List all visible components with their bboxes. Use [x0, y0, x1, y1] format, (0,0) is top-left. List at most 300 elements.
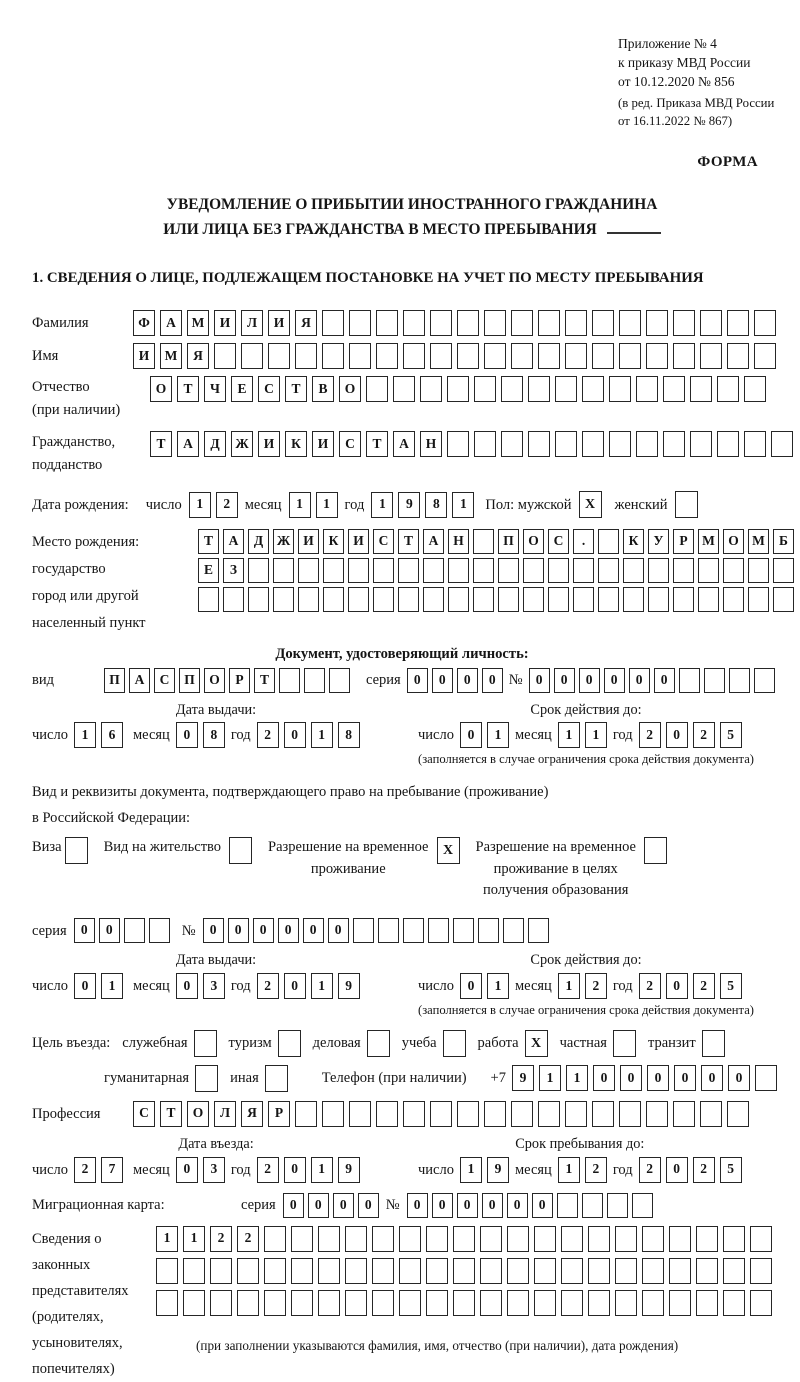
char-cell[interactable]: Ф: [133, 310, 155, 336]
res-number-cells[interactable]: [203, 918, 549, 943]
char-cell[interactable]: 2: [639, 973, 661, 999]
char-cell[interactable]: 0: [284, 1157, 306, 1183]
char-cell[interactable]: 0: [666, 722, 688, 748]
char-cell[interactable]: [534, 1290, 556, 1316]
char-cell[interactable]: [619, 310, 641, 336]
res-series-cells[interactable]: [74, 918, 170, 943]
char-cell[interactable]: [663, 376, 685, 402]
char-cell[interactable]: А: [129, 668, 150, 693]
char-cell[interactable]: [573, 587, 594, 612]
stay-month-cells[interactable]: [558, 1157, 607, 1183]
issue-day-cells[interactable]: [74, 722, 123, 748]
char-cell[interactable]: Л: [214, 1101, 236, 1127]
char-cell[interactable]: [690, 431, 712, 457]
entry-day-cells[interactable]: [74, 1157, 123, 1183]
char-cell[interactable]: И: [348, 529, 369, 554]
birthplace-cells-row3[interactable]: [198, 587, 794, 612]
char-cell[interactable]: [478, 918, 499, 943]
char-cell[interactable]: [538, 1101, 560, 1127]
char-cell[interactable]: [473, 587, 494, 612]
char-cell[interactable]: 0: [203, 918, 224, 943]
char-cell[interactable]: [398, 587, 419, 612]
char-cell[interactable]: 2: [585, 1157, 607, 1183]
char-cell[interactable]: 0: [507, 1193, 528, 1218]
char-cell[interactable]: [329, 668, 350, 693]
char-cell[interactable]: [264, 1226, 286, 1252]
char-cell[interactable]: [555, 376, 577, 402]
char-cell[interactable]: [376, 343, 398, 369]
purpose-tourism-checkbox[interactable]: [278, 1030, 301, 1057]
char-cell[interactable]: А: [393, 431, 415, 457]
char-cell[interactable]: К: [285, 431, 307, 457]
char-cell[interactable]: 5: [720, 973, 742, 999]
char-cell[interactable]: [555, 431, 577, 457]
char-cell[interactable]: [183, 1258, 205, 1284]
char-cell[interactable]: [750, 1290, 772, 1316]
char-cell[interactable]: [426, 1226, 448, 1252]
char-cell[interactable]: 0: [432, 1193, 453, 1218]
char-cell[interactable]: [646, 343, 668, 369]
char-cell[interactable]: [623, 587, 644, 612]
char-cell[interactable]: 0: [99, 918, 120, 943]
char-cell[interactable]: [348, 558, 369, 583]
entry-year-cells[interactable]: [257, 1157, 360, 1183]
char-cell[interactable]: [698, 558, 719, 583]
char-cell[interactable]: Я: [187, 343, 209, 369]
char-cell[interactable]: [349, 1101, 371, 1127]
temp-residence-checkbox[interactable]: X: [437, 837, 460, 864]
char-cell[interactable]: [750, 1258, 772, 1284]
char-cell[interactable]: [619, 1101, 641, 1127]
char-cell[interactable]: 0: [620, 1065, 642, 1091]
char-cell[interactable]: [511, 343, 533, 369]
char-cell[interactable]: [428, 918, 449, 943]
char-cell[interactable]: [673, 310, 695, 336]
char-cell[interactable]: [748, 558, 769, 583]
char-cell[interactable]: [573, 558, 594, 583]
char-cell[interactable]: [198, 587, 219, 612]
char-cell[interactable]: [727, 310, 749, 336]
stay-day-cells[interactable]: [460, 1157, 509, 1183]
char-cell[interactable]: 0: [460, 722, 482, 748]
representatives-cells-row2[interactable]: [156, 1258, 772, 1284]
char-cell[interactable]: 0: [629, 668, 650, 693]
char-cell[interactable]: [403, 310, 425, 336]
char-cell[interactable]: И: [268, 310, 290, 336]
char-cell[interactable]: [473, 529, 494, 554]
char-cell[interactable]: А: [223, 529, 244, 554]
char-cell[interactable]: 2: [257, 1157, 279, 1183]
char-cell[interactable]: [565, 310, 587, 336]
char-cell[interactable]: Т: [198, 529, 219, 554]
char-cell[interactable]: 0: [284, 722, 306, 748]
char-cell[interactable]: [156, 1258, 178, 1284]
char-cell[interactable]: А: [160, 310, 182, 336]
char-cell[interactable]: [561, 1226, 583, 1252]
char-cell[interactable]: [673, 587, 694, 612]
char-cell[interactable]: [744, 431, 766, 457]
char-cell[interactable]: [318, 1226, 340, 1252]
purpose-study-checkbox[interactable]: [443, 1030, 466, 1057]
char-cell[interactable]: [507, 1226, 529, 1252]
char-cell[interactable]: [501, 376, 523, 402]
char-cell[interactable]: Т: [254, 668, 275, 693]
char-cell[interactable]: 0: [728, 1065, 750, 1091]
char-cell[interactable]: [348, 587, 369, 612]
char-cell[interactable]: [237, 1258, 259, 1284]
char-cell[interactable]: Т: [160, 1101, 182, 1127]
char-cell[interactable]: Е: [198, 558, 219, 583]
char-cell[interactable]: 1: [101, 973, 123, 999]
char-cell[interactable]: 0: [579, 668, 600, 693]
purpose-business-checkbox[interactable]: [367, 1030, 390, 1057]
char-cell[interactable]: 0: [253, 918, 274, 943]
char-cell[interactable]: 8: [425, 492, 447, 518]
char-cell[interactable]: [750, 1226, 772, 1252]
char-cell[interactable]: 2: [237, 1226, 259, 1252]
visa-checkbox[interactable]: [65, 837, 88, 864]
char-cell[interactable]: [729, 668, 750, 693]
char-cell[interactable]: 0: [482, 1193, 503, 1218]
char-cell[interactable]: И: [312, 431, 334, 457]
char-cell[interactable]: [264, 1290, 286, 1316]
char-cell[interactable]: М: [187, 310, 209, 336]
char-cell[interactable]: [619, 343, 641, 369]
char-cell[interactable]: [523, 558, 544, 583]
char-cell[interactable]: [548, 558, 569, 583]
char-cell[interactable]: [399, 1226, 421, 1252]
char-cell[interactable]: [534, 1258, 556, 1284]
char-cell[interactable]: [727, 1101, 749, 1127]
char-cell[interactable]: 0: [308, 1193, 329, 1218]
char-cell[interactable]: [453, 918, 474, 943]
char-cell[interactable]: [771, 431, 793, 457]
char-cell[interactable]: [291, 1290, 313, 1316]
char-cell[interactable]: [376, 310, 398, 336]
char-cell[interactable]: О: [150, 376, 172, 402]
char-cell[interactable]: У: [648, 529, 669, 554]
char-cell[interactable]: [538, 310, 560, 336]
male-checkbox[interactable]: X: [579, 491, 602, 518]
char-cell[interactable]: .: [573, 529, 594, 554]
representatives-cells-row1[interactable]: [156, 1226, 772, 1252]
char-cell[interactable]: [663, 431, 685, 457]
char-cell[interactable]: [453, 1226, 475, 1252]
char-cell[interactable]: [393, 376, 415, 402]
char-cell[interactable]: [373, 587, 394, 612]
givenname-cells[interactable]: [133, 343, 776, 369]
char-cell[interactable]: 2: [210, 1226, 232, 1252]
char-cell[interactable]: 0: [654, 668, 675, 693]
char-cell[interactable]: 1: [487, 973, 509, 999]
char-cell[interactable]: [548, 587, 569, 612]
birthplace-cells-row1[interactable]: [198, 529, 794, 554]
char-cell[interactable]: [453, 1290, 475, 1316]
expiry-month-cells[interactable]: [558, 722, 607, 748]
char-cell[interactable]: [124, 918, 145, 943]
char-cell[interactable]: С: [339, 431, 361, 457]
char-cell[interactable]: [484, 1101, 506, 1127]
char-cell[interactable]: [372, 1290, 394, 1316]
char-cell[interactable]: [366, 376, 388, 402]
char-cell[interactable]: [561, 1290, 583, 1316]
char-cell[interactable]: 2: [257, 722, 279, 748]
char-cell[interactable]: [700, 310, 722, 336]
char-cell[interactable]: 0: [666, 973, 688, 999]
char-cell[interactable]: 0: [482, 668, 503, 693]
phone-cells[interactable]: [512, 1065, 777, 1091]
char-cell[interactable]: [423, 587, 444, 612]
char-cell[interactable]: [669, 1290, 691, 1316]
char-cell[interactable]: [498, 558, 519, 583]
char-cell[interactable]: [607, 1193, 628, 1218]
char-cell[interactable]: Р: [268, 1101, 290, 1127]
char-cell[interactable]: [322, 343, 344, 369]
char-cell[interactable]: 1: [558, 1157, 580, 1183]
char-cell[interactable]: К: [623, 529, 644, 554]
char-cell[interactable]: В: [312, 376, 334, 402]
char-cell[interactable]: [426, 1290, 448, 1316]
char-cell[interactable]: [511, 1101, 533, 1127]
char-cell[interactable]: 2: [74, 1157, 96, 1183]
char-cell[interactable]: [723, 558, 744, 583]
birth-month-cells[interactable]: [289, 492, 338, 518]
char-cell[interactable]: 1: [74, 722, 96, 748]
char-cell[interactable]: И: [298, 529, 319, 554]
char-cell[interactable]: 0: [278, 918, 299, 943]
char-cell[interactable]: [501, 431, 523, 457]
char-cell[interactable]: [754, 310, 776, 336]
issue-year-cells[interactable]: [257, 722, 360, 748]
expiry-year-cells[interactable]: [639, 722, 742, 748]
char-cell[interactable]: [636, 431, 658, 457]
female-checkbox[interactable]: [675, 491, 698, 518]
char-cell[interactable]: [214, 343, 236, 369]
char-cell[interactable]: [690, 376, 712, 402]
char-cell[interactable]: [372, 1258, 394, 1284]
char-cell[interactable]: [403, 343, 425, 369]
char-cell[interactable]: 0: [701, 1065, 723, 1091]
char-cell[interactable]: [237, 1290, 259, 1316]
char-cell[interactable]: 0: [74, 918, 95, 943]
char-cell[interactable]: [698, 587, 719, 612]
char-cell[interactable]: [561, 1258, 583, 1284]
char-cell[interactable]: [723, 1226, 745, 1252]
char-cell[interactable]: 1: [558, 722, 580, 748]
char-cell[interactable]: [642, 1290, 664, 1316]
char-cell[interactable]: [754, 668, 775, 693]
res-issue-year-cells[interactable]: [257, 973, 360, 999]
purpose-private-checkbox[interactable]: [613, 1030, 636, 1057]
char-cell[interactable]: [696, 1258, 718, 1284]
char-cell[interactable]: [210, 1258, 232, 1284]
doc-number-cells[interactable]: [529, 668, 775, 693]
char-cell[interactable]: Я: [241, 1101, 263, 1127]
char-cell[interactable]: [457, 310, 479, 336]
res-issue-month-cells[interactable]: [176, 973, 225, 999]
res-expiry-month-cells[interactable]: [558, 973, 607, 999]
char-cell[interactable]: Ж: [231, 431, 253, 457]
char-cell[interactable]: [534, 1226, 556, 1252]
char-cell[interactable]: 1: [311, 973, 333, 999]
char-cell[interactable]: 9: [487, 1157, 509, 1183]
char-cell[interactable]: [557, 1193, 578, 1218]
char-cell[interactable]: [679, 668, 700, 693]
char-cell[interactable]: [430, 343, 452, 369]
char-cell[interactable]: 5: [720, 1157, 742, 1183]
char-cell[interactable]: 0: [457, 1193, 478, 1218]
char-cell[interactable]: 0: [176, 1157, 198, 1183]
char-cell[interactable]: [704, 668, 725, 693]
char-cell[interactable]: [744, 376, 766, 402]
char-cell[interactable]: И: [214, 310, 236, 336]
char-cell[interactable]: [480, 1258, 502, 1284]
char-cell[interactable]: [598, 587, 619, 612]
char-cell[interactable]: Т: [150, 431, 172, 457]
char-cell[interactable]: [528, 376, 550, 402]
char-cell[interactable]: [279, 668, 300, 693]
char-cell[interactable]: 1: [585, 722, 607, 748]
char-cell[interactable]: [609, 376, 631, 402]
doc-kind-cells[interactable]: [104, 668, 350, 693]
char-cell[interactable]: 1: [189, 492, 211, 518]
char-cell[interactable]: [291, 1258, 313, 1284]
char-cell[interactable]: Е: [231, 376, 253, 402]
char-cell[interactable]: [773, 587, 794, 612]
char-cell[interactable]: [646, 310, 668, 336]
char-cell[interactable]: [323, 558, 344, 583]
char-cell[interactable]: [582, 431, 604, 457]
char-cell[interactable]: 2: [639, 1157, 661, 1183]
char-cell[interactable]: [318, 1258, 340, 1284]
char-cell[interactable]: [648, 587, 669, 612]
char-cell[interactable]: [430, 310, 452, 336]
representatives-cells-row3[interactable]: [156, 1290, 772, 1316]
char-cell[interactable]: С: [373, 529, 394, 554]
char-cell[interactable]: 3: [203, 973, 225, 999]
char-cell[interactable]: 0: [554, 668, 575, 693]
char-cell[interactable]: [727, 343, 749, 369]
char-cell[interactable]: [373, 558, 394, 583]
char-cell[interactable]: 1: [311, 1157, 333, 1183]
char-cell[interactable]: [696, 1290, 718, 1316]
char-cell[interactable]: 1: [156, 1226, 178, 1252]
char-cell[interactable]: [615, 1258, 637, 1284]
char-cell[interactable]: [609, 431, 631, 457]
char-cell[interactable]: 9: [398, 492, 420, 518]
char-cell[interactable]: 0: [358, 1193, 379, 1218]
char-cell[interactable]: [156, 1290, 178, 1316]
char-cell[interactable]: Ж: [273, 529, 294, 554]
char-cell[interactable]: [632, 1193, 653, 1218]
char-cell[interactable]: О: [723, 529, 744, 554]
char-cell[interactable]: [588, 1290, 610, 1316]
char-cell[interactable]: Т: [366, 431, 388, 457]
char-cell[interactable]: [149, 918, 170, 943]
doc-series-cells[interactable]: [407, 668, 503, 693]
char-cell[interactable]: [565, 343, 587, 369]
citizenship-cells[interactable]: [150, 431, 793, 457]
char-cell[interactable]: 0: [666, 1157, 688, 1183]
char-cell[interactable]: М: [748, 529, 769, 554]
char-cell[interactable]: [723, 1290, 745, 1316]
char-cell[interactable]: 0: [674, 1065, 696, 1091]
char-cell[interactable]: [473, 558, 494, 583]
char-cell[interactable]: 0: [529, 668, 550, 693]
char-cell[interactable]: [565, 1101, 587, 1127]
char-cell[interactable]: О: [204, 668, 225, 693]
char-cell[interactable]: [648, 558, 669, 583]
char-cell[interactable]: П: [498, 529, 519, 554]
char-cell[interactable]: 0: [283, 1193, 304, 1218]
char-cell[interactable]: 0: [407, 668, 428, 693]
char-cell[interactable]: [420, 376, 442, 402]
profession-cells[interactable]: [133, 1101, 749, 1127]
char-cell[interactable]: 1: [487, 722, 509, 748]
char-cell[interactable]: 1: [316, 492, 338, 518]
char-cell[interactable]: С: [258, 376, 280, 402]
char-cell[interactable]: 0: [432, 668, 453, 693]
char-cell[interactable]: 0: [532, 1193, 553, 1218]
char-cell[interactable]: [773, 558, 794, 583]
char-cell[interactable]: [507, 1290, 529, 1316]
char-cell[interactable]: [636, 376, 658, 402]
char-cell[interactable]: [642, 1258, 664, 1284]
char-cell[interactable]: [210, 1290, 232, 1316]
char-cell[interactable]: Р: [229, 668, 250, 693]
char-cell[interactable]: [349, 343, 371, 369]
char-cell[interactable]: [426, 1258, 448, 1284]
char-cell[interactable]: 9: [338, 973, 360, 999]
char-cell[interactable]: [403, 918, 424, 943]
char-cell[interactable]: [322, 1101, 344, 1127]
char-cell[interactable]: 1: [371, 492, 393, 518]
char-cell[interactable]: М: [698, 529, 719, 554]
char-cell[interactable]: [372, 1226, 394, 1252]
char-cell[interactable]: 2: [693, 722, 715, 748]
char-cell[interactable]: Д: [248, 529, 269, 554]
char-cell[interactable]: Д: [204, 431, 226, 457]
patronymic-cells[interactable]: [150, 376, 766, 402]
char-cell[interactable]: [264, 1258, 286, 1284]
char-cell[interactable]: 0: [593, 1065, 615, 1091]
char-cell[interactable]: [588, 1258, 610, 1284]
char-cell[interactable]: [447, 431, 469, 457]
char-cell[interactable]: 1: [289, 492, 311, 518]
purpose-transit-checkbox[interactable]: [702, 1030, 725, 1057]
char-cell[interactable]: [615, 1290, 637, 1316]
char-cell[interactable]: 0: [407, 1193, 428, 1218]
char-cell[interactable]: [673, 558, 694, 583]
char-cell[interactable]: О: [187, 1101, 209, 1127]
char-cell[interactable]: [376, 1101, 398, 1127]
migcard-series-cells[interactable]: [283, 1193, 379, 1218]
char-cell[interactable]: [669, 1258, 691, 1284]
char-cell[interactable]: 1: [566, 1065, 588, 1091]
char-cell[interactable]: [183, 1290, 205, 1316]
char-cell[interactable]: [592, 1101, 614, 1127]
char-cell[interactable]: [304, 668, 325, 693]
char-cell[interactable]: [474, 376, 496, 402]
char-cell[interactable]: [248, 558, 269, 583]
char-cell[interactable]: Р: [673, 529, 694, 554]
char-cell[interactable]: 2: [216, 492, 238, 518]
char-cell[interactable]: И: [258, 431, 280, 457]
char-cell[interactable]: [511, 310, 533, 336]
char-cell[interactable]: [474, 431, 496, 457]
char-cell[interactable]: [318, 1290, 340, 1316]
char-cell[interactable]: П: [179, 668, 200, 693]
